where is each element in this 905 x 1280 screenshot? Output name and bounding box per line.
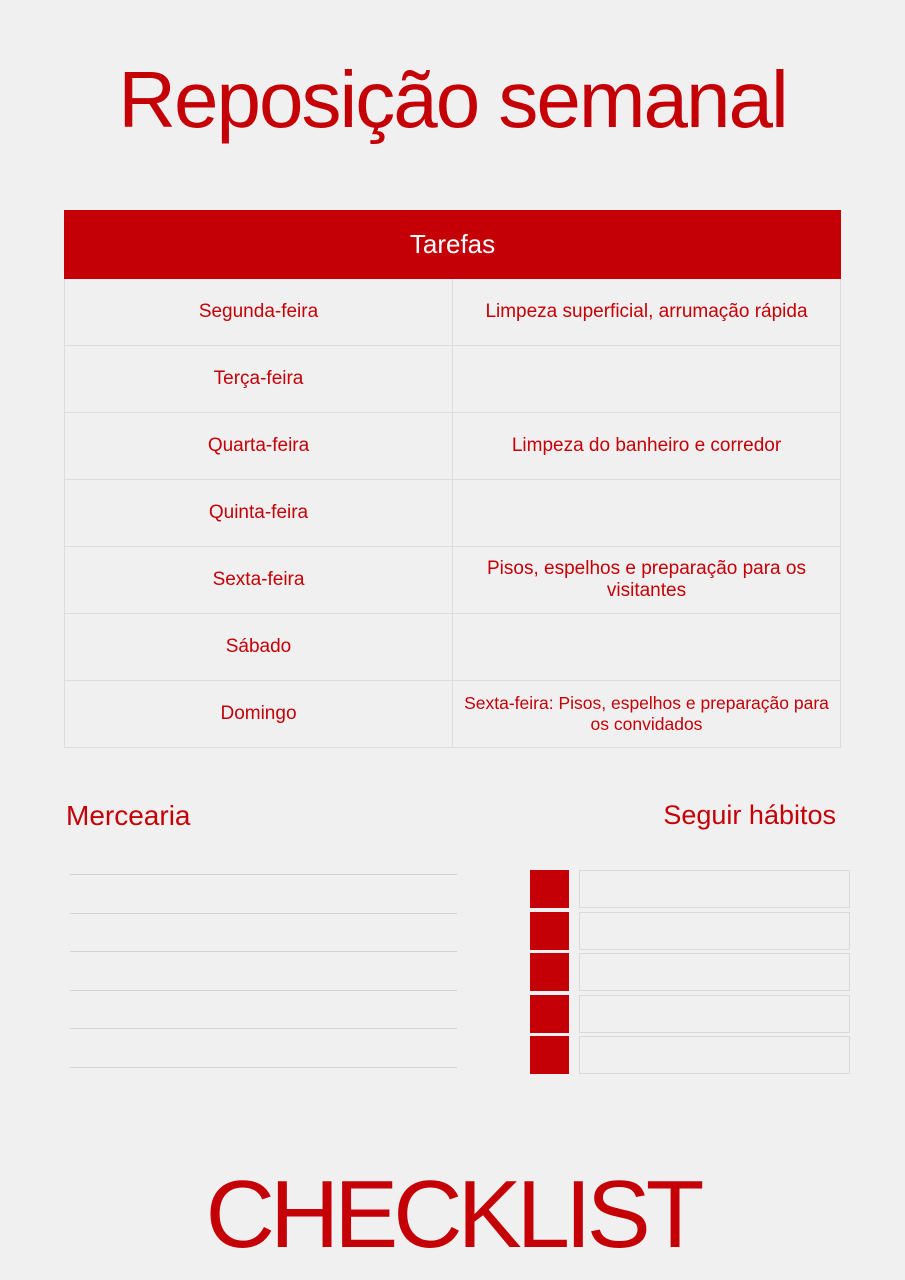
grocery-line[interactable] [70,1067,457,1068]
task-cell[interactable]: Limpeza superficial, arrumação rápida [453,279,841,346]
habit-checkbox[interactable] [530,870,569,908]
table-row [65,614,841,681]
habit-field[interactable] [579,1036,850,1074]
habit-checkbox[interactable] [530,1036,569,1074]
habit-tracker [530,870,850,1078]
habit-field[interactable] [579,953,850,991]
grocery-list [70,874,457,1068]
footer-title: CHECKLIST [205,1161,700,1268]
habits-title: Seguir hábitos [663,800,836,830]
habit-field[interactable] [579,870,850,908]
grocery-line[interactable] [70,951,457,990]
task-cell[interactable]: Sexta-feira: Pisos, espelhos e preparação para os convidados [453,681,841,748]
task-cell[interactable] [453,614,841,681]
day-cell: Sábado [65,614,453,681]
weekly-schedule-table [64,210,841,748]
habit-checkbox[interactable] [530,953,569,991]
task-cell[interactable] [453,480,841,547]
table-row [65,547,841,614]
grocery-line[interactable] [70,913,457,952]
habit-row [530,870,850,908]
table-header-tasks: Tarefas [65,211,841,279]
task-cell[interactable]: Limpeza do banheiro e corredor [453,413,841,480]
grocery-line[interactable] [70,874,457,913]
habit-field[interactable] [579,995,850,1033]
day-cell: Quinta-feira [65,480,453,547]
habit-row [530,995,850,1033]
day-cell: Quarta-feira [65,413,453,480]
grocery-title: Mercearia [66,800,191,831]
page-title: Reposição semanal [118,55,787,144]
habit-row [530,912,850,950]
day-cell: Sexta-feira [65,547,453,614]
day-cell: Terça-feira [65,346,453,413]
day-cell: Domingo [65,681,453,748]
grocery-line[interactable] [70,990,457,1029]
habit-checkbox[interactable] [530,995,569,1033]
table-row [65,413,841,480]
task-cell[interactable] [453,346,841,413]
table-row [65,346,841,413]
grocery-line[interactable] [70,1028,457,1067]
day-cell: Segunda-feira [65,279,453,346]
table-header-row [65,211,841,279]
habit-checkbox[interactable] [530,912,569,950]
habit-row [530,953,850,991]
table-row [65,681,841,748]
habit-field[interactable] [579,912,850,950]
table-row [65,480,841,547]
table-row [65,279,841,346]
task-cell[interactable]: Pisos, espelhos e preparação para os visitantes [453,547,841,614]
habit-row [530,1036,850,1074]
